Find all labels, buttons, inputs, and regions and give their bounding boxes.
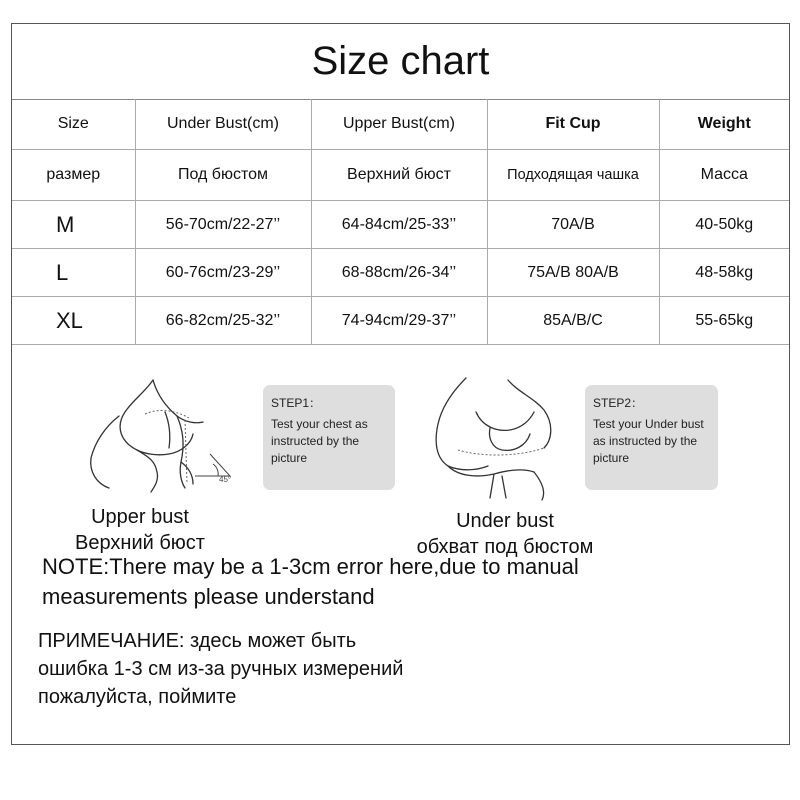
fit-cup-cell: 70A/B [487,201,659,249]
upper-bust-caption-ru: Верхний бюст [75,532,205,554]
header-upper-bust-ru: Верхний бюст [311,150,487,201]
note-ru [38,627,738,711]
size-cell: XL [12,297,135,345]
note-ru-line: ошибка 1-3 см из-за ручных измерений [38,658,404,680]
under-bust-cell: 56-70cm/22-27’’ [135,201,311,249]
header-fit-cup-ru: Подходящая чашка [487,150,659,201]
weight-cell: 48-58kg [659,249,789,297]
under-bust-caption-en: Under bust [456,510,554,532]
fit-cup-cell: 85A/B/C [487,297,659,345]
chart-title: Size chart [12,24,789,100]
table-row [12,249,789,297]
size-table [12,99,789,345]
note-en-line: NOTE:There may be a 1-3cm error here,due to manual [42,554,579,579]
fit-cup-cell: 75A/B 80A/B [487,249,659,297]
header-under-bust: Under Bust(cm) [135,99,311,150]
under-bust-figure [418,372,578,502]
under-bust-cell: 66-82cm/25-32’’ [135,297,311,345]
upper-bust-caption-en: Upper bust [91,506,189,528]
header-weight-ru: Масса [659,150,789,201]
size-cell: M [12,201,135,249]
under-bust-caption-ru: обхват под бюстом [416,536,594,558]
table-row [12,297,789,345]
header-under-bust-ru: Под бюстом [135,150,311,201]
header-weight: Weight [659,99,789,150]
weight-cell: 40-50kg [659,201,789,249]
header-fit-cup: Fit Cup [487,99,659,150]
table-row [12,201,789,249]
step1-title: STEP1： [271,396,322,410]
step1-text: Test your chest as instructed by the picture [271,417,368,465]
step1-box [263,385,395,490]
upper-bust-caption [50,504,230,556]
header-size-ru: размер [12,150,135,201]
under-bust-cell: 60-76cm/23-29’’ [135,249,311,297]
weight-cell: 55-65kg [659,297,789,345]
upper-bust-cell: 68-88cm/26-34’’ [311,249,487,297]
header-upper-bust: Upper Bust(cm) [311,99,487,150]
step2-text: Test your Under bust as instructed by the picture [593,417,704,465]
note-ru-line: ПРИМЕЧАНИЕ: здесь может быть [38,630,357,652]
size-cell: L [12,249,135,297]
upper-bust-figure [85,372,260,497]
header-size: Size [12,99,135,150]
upper-bust-cell: 74-94cm/29-37’’ [311,297,487,345]
note-ru-line: пожалуйста, поймите [38,686,237,708]
table-header-en [12,99,789,150]
note-en [42,552,742,612]
angle-label: 45° [219,475,232,484]
note-en-line: measurements please understand [42,584,375,609]
table-header-ru [12,150,789,201]
upper-bust-cell: 64-84cm/25-33’’ [311,201,487,249]
step2-title: STEP2： [593,396,644,410]
step2-box [585,385,718,490]
